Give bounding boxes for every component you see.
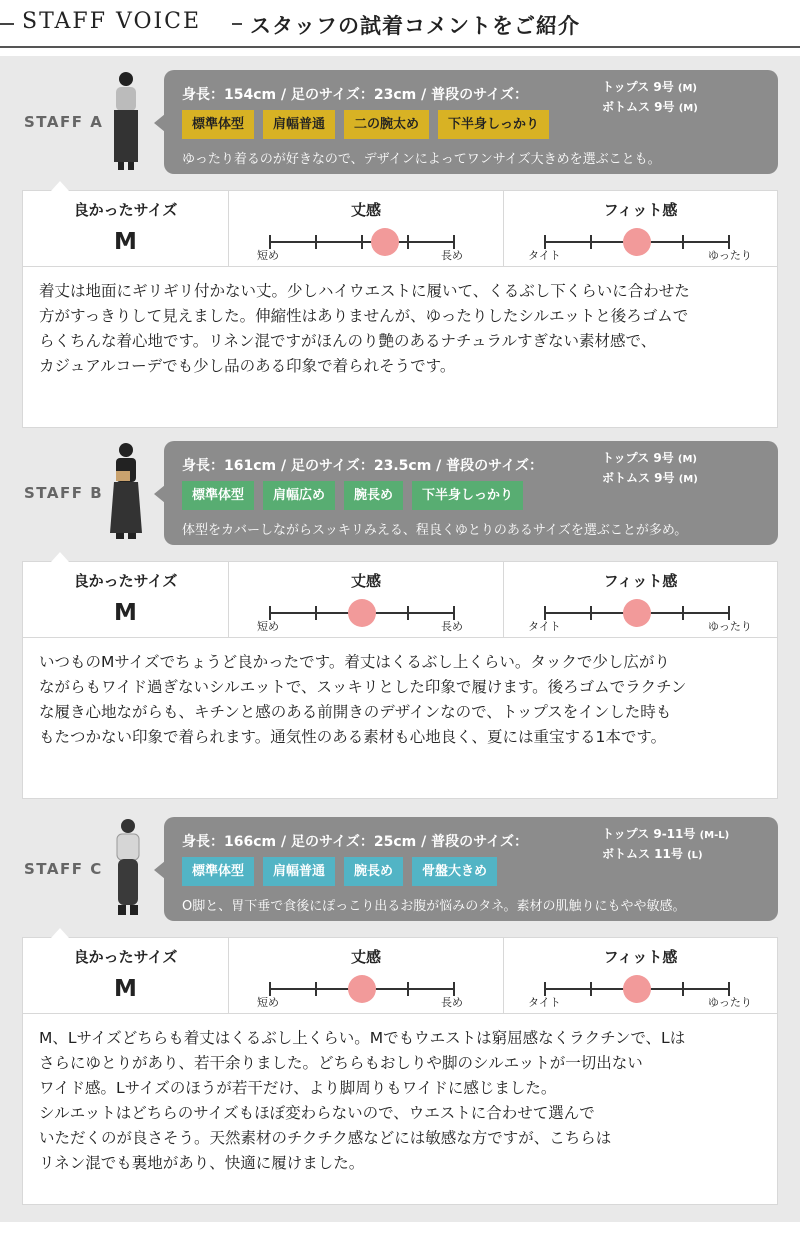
staff-info-box [164, 441, 778, 545]
scale-marker [623, 975, 651, 1003]
staff-stats: 身長：166cm / 足のサイズ：25cm / 普段のサイズ： [182, 834, 528, 850]
bottoms-size: ボトムス 11号 [602, 847, 683, 861]
good-size-value: M [114, 229, 137, 255]
length-label-short: 短め [257, 996, 279, 1009]
scale-tick [315, 606, 317, 620]
body-tag: 標準体型 [182, 110, 254, 139]
fit-label-tight: タイト [528, 249, 561, 262]
tops-size-letter: (M) [677, 454, 697, 465]
scale-marker [348, 975, 376, 1003]
staff-comment: いつものMサイズでちょうど良かったです。着丈はくるぶし上くらい。タックで少し広がり ながらもワイド過ぎないシルエットで、スッキリとした印象で履けます。後ろゴムでラクチン な履き心地ながらも、キチンと感のある前開きのデザインなので、トップスをインした時も もたつかない印象で着られます。通気性のある素材も心地良く、夏には重宝する1本です。 [39, 653, 687, 746]
review-card [22, 937, 778, 1205]
fit-column [503, 938, 777, 1014]
staff-stats: 身長：154cm / 足のサイズ：23cm / 普段のサイズ： [182, 87, 528, 103]
good-size-title: 良かったサイズ [73, 201, 178, 219]
fit-column [503, 562, 777, 638]
body-tags [182, 857, 497, 886]
title-jp: スタッフの試着コメントをご紹介 [250, 14, 580, 38]
good-size-column [23, 562, 228, 638]
usual-sizes [602, 825, 729, 865]
length-label-short: 短め [257, 620, 279, 633]
staff-photo [104, 441, 148, 545]
fit-column [503, 191, 777, 267]
usual-sizes [602, 449, 698, 489]
scale-tick [682, 606, 684, 620]
body-tag: 肩幅普通 [263, 110, 335, 139]
length-title: 丈感 [350, 948, 381, 966]
staff-description: 体型をカバーしながらスッキリみえる、程良くゆとりのあるサイズを選ぶことが多め。 [182, 523, 688, 538]
header-dash [232, 23, 242, 25]
body-tag: 骨盤大きめ [412, 857, 497, 886]
staff-label: STAFF B [24, 484, 104, 502]
length-column [228, 562, 503, 638]
rating-row [23, 938, 777, 1014]
body-tag: 肩幅広め [263, 481, 335, 510]
scale-tick [407, 606, 409, 620]
staff-photo [104, 817, 148, 921]
bottoms-size: ボトムス 9号 [602, 100, 675, 114]
length-label-long: 長め [441, 620, 463, 633]
good-size-value: M [114, 600, 137, 626]
scale-tick [407, 235, 409, 249]
scale-tick [361, 235, 363, 249]
scale-marker [371, 228, 399, 256]
staff-comment: M、Lサイズどちらも着丈はくるぶし上くらい。Mでもウエストは窮屈感なくラクチンで、Lは さらにゆとりがあり、若干余りました。どちらもおしりや脚のシルエットが一切出ない ワイド感。Lサイズのほうが若干だけ、より脚周りもワイドに感じました。 シルエットはどちらのサイズもほぼ変わらないので、ウエストに合わせて選んで いただくのが良さそう。天然素材のチクチク感などには敏感な方ですが、こちらは リネン混でも裏地があり、快適に履けました。 [39, 1029, 686, 1172]
header-dash [0, 23, 14, 25]
staff-photo [104, 70, 148, 174]
staff-stats: 身長：161cm / 足のサイズ：23.5cm / 普段のサイズ： [182, 458, 544, 474]
usual-sizes [602, 78, 698, 118]
length-column [228, 938, 503, 1014]
tops-size-letter: (M-L) [699, 830, 730, 841]
staff-comment: 着丈は地面にギリギリ付かない丈。少しハイウエストに履いて、くるぶし下くらいに合わせた 方がすっきりして見えました。伸縮性はありませんが、ゆったりしたシルエットと後ろゴムで らくちんな着心地です。リネン混ですがほんのり艶のあるナチュラルすぎない素材感で、 カジュアルコーデでも少し品のある印象で着られそうです。 [39, 282, 690, 375]
staff-info-box [164, 817, 778, 921]
staff-label: STAFF C [24, 860, 103, 878]
body-tag: 肩幅普通 [263, 857, 335, 886]
body-tag: 二の腕太め [344, 110, 429, 139]
length-scale [269, 235, 455, 249]
tops-size-letter: (M) [677, 83, 697, 94]
fit-title: フィット感 [603, 948, 678, 966]
scale-tick [590, 982, 592, 996]
tops-size: トップス 9号 [602, 80, 674, 94]
length-column [228, 191, 503, 267]
scale-marker [623, 599, 651, 627]
length-title: 丈感 [350, 201, 381, 219]
body-tag: 腕長め [344, 481, 403, 510]
staff-description: ゆったり着るのが好きなので、デザインによってワンサイズ大きめを選ぶことも。 [182, 152, 661, 167]
rating-row [23, 562, 777, 638]
fit-label-loose: ゆったり [708, 996, 752, 1009]
body-tag: 腕長め [344, 857, 403, 886]
good-size-title: 良かったサイズ [73, 948, 178, 966]
good-size-column [23, 938, 228, 1014]
fit-label-loose: ゆったり [708, 249, 752, 262]
staff-info-box [164, 70, 778, 174]
scale-tick [315, 982, 317, 996]
length-scale [269, 982, 455, 996]
staff-label: STAFF A [24, 113, 104, 131]
tops-size: トップス 9号 [602, 451, 674, 465]
length-scale [269, 606, 455, 620]
header-rule [0, 46, 800, 48]
fit-scale [544, 982, 730, 996]
fit-label-tight: タイト [528, 996, 561, 1009]
good-size-title: 良かったサイズ [73, 572, 178, 590]
fit-scale [544, 235, 730, 249]
scale-marker [348, 599, 376, 627]
rating-row [23, 191, 777, 267]
fit-scale [544, 606, 730, 620]
scale-tick [682, 982, 684, 996]
title-en: STAFF VOICE [22, 9, 202, 34]
scale-tick [590, 235, 592, 249]
review-card [22, 190, 778, 428]
bottoms-size-letter: (L) [687, 850, 703, 861]
scale-tick [315, 235, 317, 249]
body-tags [182, 481, 523, 510]
good-size-column [23, 191, 228, 267]
bottoms-size-letter: (M) [678, 103, 698, 114]
scale-marker [623, 228, 651, 256]
fit-label-tight: タイト [528, 620, 561, 633]
fit-label-loose: ゆったり [708, 620, 752, 633]
fit-title: フィット感 [603, 201, 678, 219]
review-card [22, 561, 778, 799]
length-label-long: 長め [441, 996, 463, 1009]
scale-tick [590, 606, 592, 620]
length-title: 丈感 [350, 572, 381, 590]
fit-title: フィット感 [603, 572, 678, 590]
page-header [0, 0, 800, 48]
staff-description: O脚と、胃下垂で食後にぽっこり出るお腹が悩みのタネ。素材の肌触りにもやや敏感。 [182, 899, 686, 914]
length-label-short: 短め [257, 249, 279, 262]
body-tag: 標準体型 [182, 857, 254, 886]
bottoms-size: ボトムス 9号 [602, 471, 675, 485]
bottoms-size-letter: (M) [678, 474, 698, 485]
body-tag: 下半身しっかり [412, 481, 523, 510]
scale-tick [682, 235, 684, 249]
body-tag: 標準体型 [182, 481, 254, 510]
good-size-value: M [114, 976, 137, 1002]
body-tag: 下半身しっかり [438, 110, 549, 139]
scale-tick [407, 982, 409, 996]
body-tags [182, 110, 549, 139]
tops-size: トップス 9-11号 [602, 827, 696, 841]
length-label-long: 長め [441, 249, 463, 262]
